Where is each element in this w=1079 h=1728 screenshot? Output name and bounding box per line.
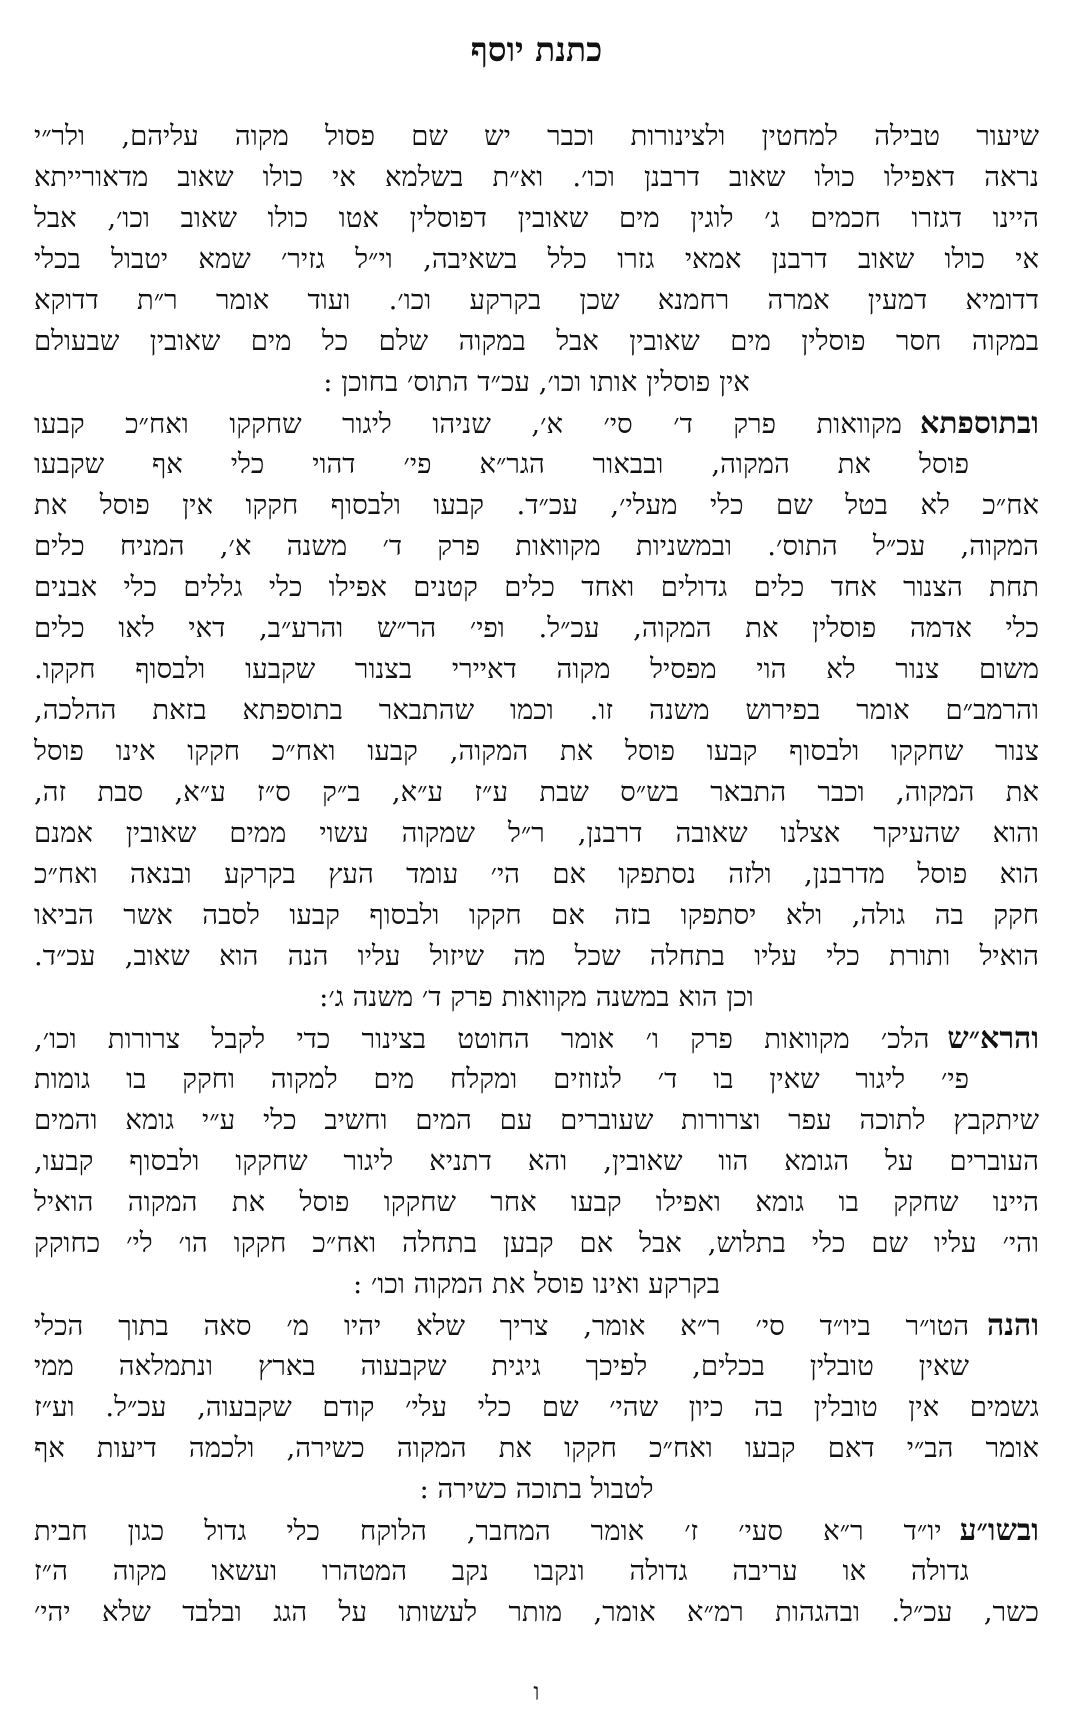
lead-word: והנה — [987, 1308, 1039, 1343]
text-line: המקוה, עכ״ל התוס׳. ובמשניות מקוואות פרק ד׳ משנה א׳, המניח כלים — [34, 530, 1039, 562]
text-line: אין פוסלין אותו וכו׳, עכ״ד התוס׳ בחוכן : — [323, 366, 750, 398]
text-line — [34, 1018, 1039, 1059]
paragraph-4 — [34, 1305, 1039, 1510]
text-line: דדומיא דמעין אמרה רחמנא שכן בקרקע וכו׳. ועוד אומר ר״ת דדוקא — [34, 284, 1039, 316]
text-line: וכן הוא במשנה מקוואות פרק ד׳ משנה ג׳: — [319, 981, 754, 1013]
running-header: כתנת יוסף — [470, 30, 603, 69]
text-line: בקרקע ואינו פוסל את המקוה וכו׳ : — [353, 1268, 720, 1300]
text-line: חקק בה גולה, ולא יסתפקו בזה אם חקקו ולבסוף קבעו לסבה אשר הביאו — [34, 899, 1039, 931]
text-line-content: הלכ׳ מקוואות פרק ו׳ אומר החוטט בצינור כדי לקבל צרורות וכו׳, — [34, 1023, 930, 1055]
text-line: את המקוה, וכבר התבאר בש״ס שבת ע״ז ע״א, ב״ק ס״ז ע״א, סבת זה, — [34, 776, 1039, 808]
text-line: העוברים על הגומא הוו שאובין, והא דתניא ליגור שחקקו ולבסוף קבעו, — [34, 1145, 1039, 1177]
text-line: לטבול בתוכה כשירה : — [419, 1473, 654, 1505]
text-line-content: יו״ד ר״א סעי׳ ז׳ אומר המחבר, הלוקח כלי גדול כגון חבית — [34, 1515, 942, 1547]
text-line: שיעור טבילה למחטין ולצינורות וכבר יש שם פסול מקוה עליהם, ולר״י — [34, 120, 1039, 152]
document-page — [34, 18, 1039, 1708]
text-line: במקוה חסר פוסלין מים שאובין אבל במקוה שלם כל מים שאובין שבעולם — [34, 325, 1039, 357]
text-line: אי כולו שאוב דרבנן אמאי גזרו כלל בשאיבה, וי״ל גזיר׳ שמא יטבול בכלי — [34, 243, 1039, 275]
text-line: שיתקבץ לתוכה עפר וצרורות שעוברים עם המים וחשיב כלי ע״י גומא והמים — [34, 1104, 1039, 1136]
text-line: גדולה או עריבה גדולה ונקבו נקב המטהרו ועשאו מקוה ה״ז — [34, 1555, 969, 1587]
text-line: משום צנור לא הוי מפסיל מקוה דאיירי בצנור שקבעו ולבסוף חקקו. — [34, 653, 1039, 685]
text-line: פוסל את המקוה, ובבאור הגר״א פי׳ דהוי כלי אף שקבעו — [34, 448, 969, 480]
text-line: כשר, עכ״ל. ובהגהות רמ״א אומר, מותר לעשותו על הגג ובלבד שלא יהי׳ — [34, 1596, 1039, 1628]
text-line: הואיל ותורת כלי עליו בתחלה שכל מה שיזול עליו הנה הוא שאוב, עכ״ד. — [34, 940, 1039, 972]
text-line: כלי אדמה פוסלין את המקוה, עכ״ל. ופי׳ הר״ש והרע״ב, דאי לאו כלים — [34, 612, 1039, 644]
text-line: תחת הצנור אחד כלים גדולים ואחד כלים קטנים אפילו כלי גללים כלי אבנים — [34, 571, 1039, 603]
text-line: והוא שהעיקר אצלנו שאובה דרבנן, ר״ל שמקוה עשוי ממים שאובין אמנם — [34, 817, 1039, 849]
text-line: היינו שחקק בו גומא ואפילו קבעו אחר שחקקו פוסל את המקוה הואיל — [34, 1186, 1039, 1218]
text-line: גשמים אין טובלין בה כיון שהי׳ שם כלי עלי׳ קודם שקבעוה, עכ״ל. וע״ז — [34, 1391, 1039, 1423]
text-line: הוא פוסל מדרבנן, ולזה נסתפקו אם הי׳ עומד העץ בקרקע ובנאה ואח״כ — [34, 858, 1039, 890]
text-line — [34, 1305, 1039, 1346]
paragraph-3 — [34, 1018, 1039, 1305]
lead-word: ובשו״ע — [959, 1513, 1039, 1548]
text-line: והי׳ עליו שם כלי בתלוש, אבל אם קבען בתחלה ואח״כ חקקו הו׳ לי׳ כחוקק — [34, 1227, 1039, 1259]
text-line-content: הטו״ר ביו״ד סי׳ ר״א אומר, צריך שלא יהיו מ׳ סאה בתוך הכלי — [34, 1310, 970, 1342]
text-line: שאין טובלין בכלים, לפיכך גיגית שקבעוה בארץ ונתמלאה ממי — [34, 1350, 969, 1382]
text-line: צנור שחקקו ולבסוף קבעו פוסל את המקוה, קבעו ואח״כ חקקו אינו פוסל — [34, 735, 1039, 767]
lead-word: והרא״ש — [947, 1021, 1039, 1056]
text-line: אח״כ לא בטל שם כלי מעלי׳, עכ״ד. קבעו ולבסוף חקקו אין פוסל את — [34, 489, 1039, 521]
text-line: אומר הב״י דאם קבעו ואח״כ חקקו את המקוה כשירה, ולכמה דיעות אף — [34, 1432, 1039, 1464]
paragraph-5 — [34, 1510, 1039, 1633]
paragraph-2 — [34, 403, 1039, 1018]
lead-word: ובתוספתא — [919, 406, 1039, 441]
text-line: פי׳ ליגור שאין בו ד׳ לגזוזים ומקלח מים למקוה וחקק בו גומות — [34, 1063, 969, 1095]
text-line: היינו דגזרו חכמים ג׳ לוגין מים שאובין דפוסלין אטו כולו שאוב וכו׳, אבל — [34, 202, 1039, 234]
text-line — [34, 403, 1039, 444]
text-line: והרמב״ם אומר בפירוש משנה זו. וכמו שהתבאר בתוספתא בזאת ההלכה, — [34, 694, 1039, 726]
text-line-content: מקוואות פרק ד׳ סי׳ א׳, שניהו ליגור שחקקו ואח״כ קבעו — [34, 408, 902, 440]
text-line — [34, 1510, 1039, 1551]
paragraph-1 — [34, 116, 1039, 403]
page-number: ו — [533, 1678, 540, 1706]
text-line: נראה דאפילו כולו שאוב דרבנן וכו׳. וא״ת בשלמא אי כולו שאוב מדאורייתא — [34, 161, 1039, 193]
